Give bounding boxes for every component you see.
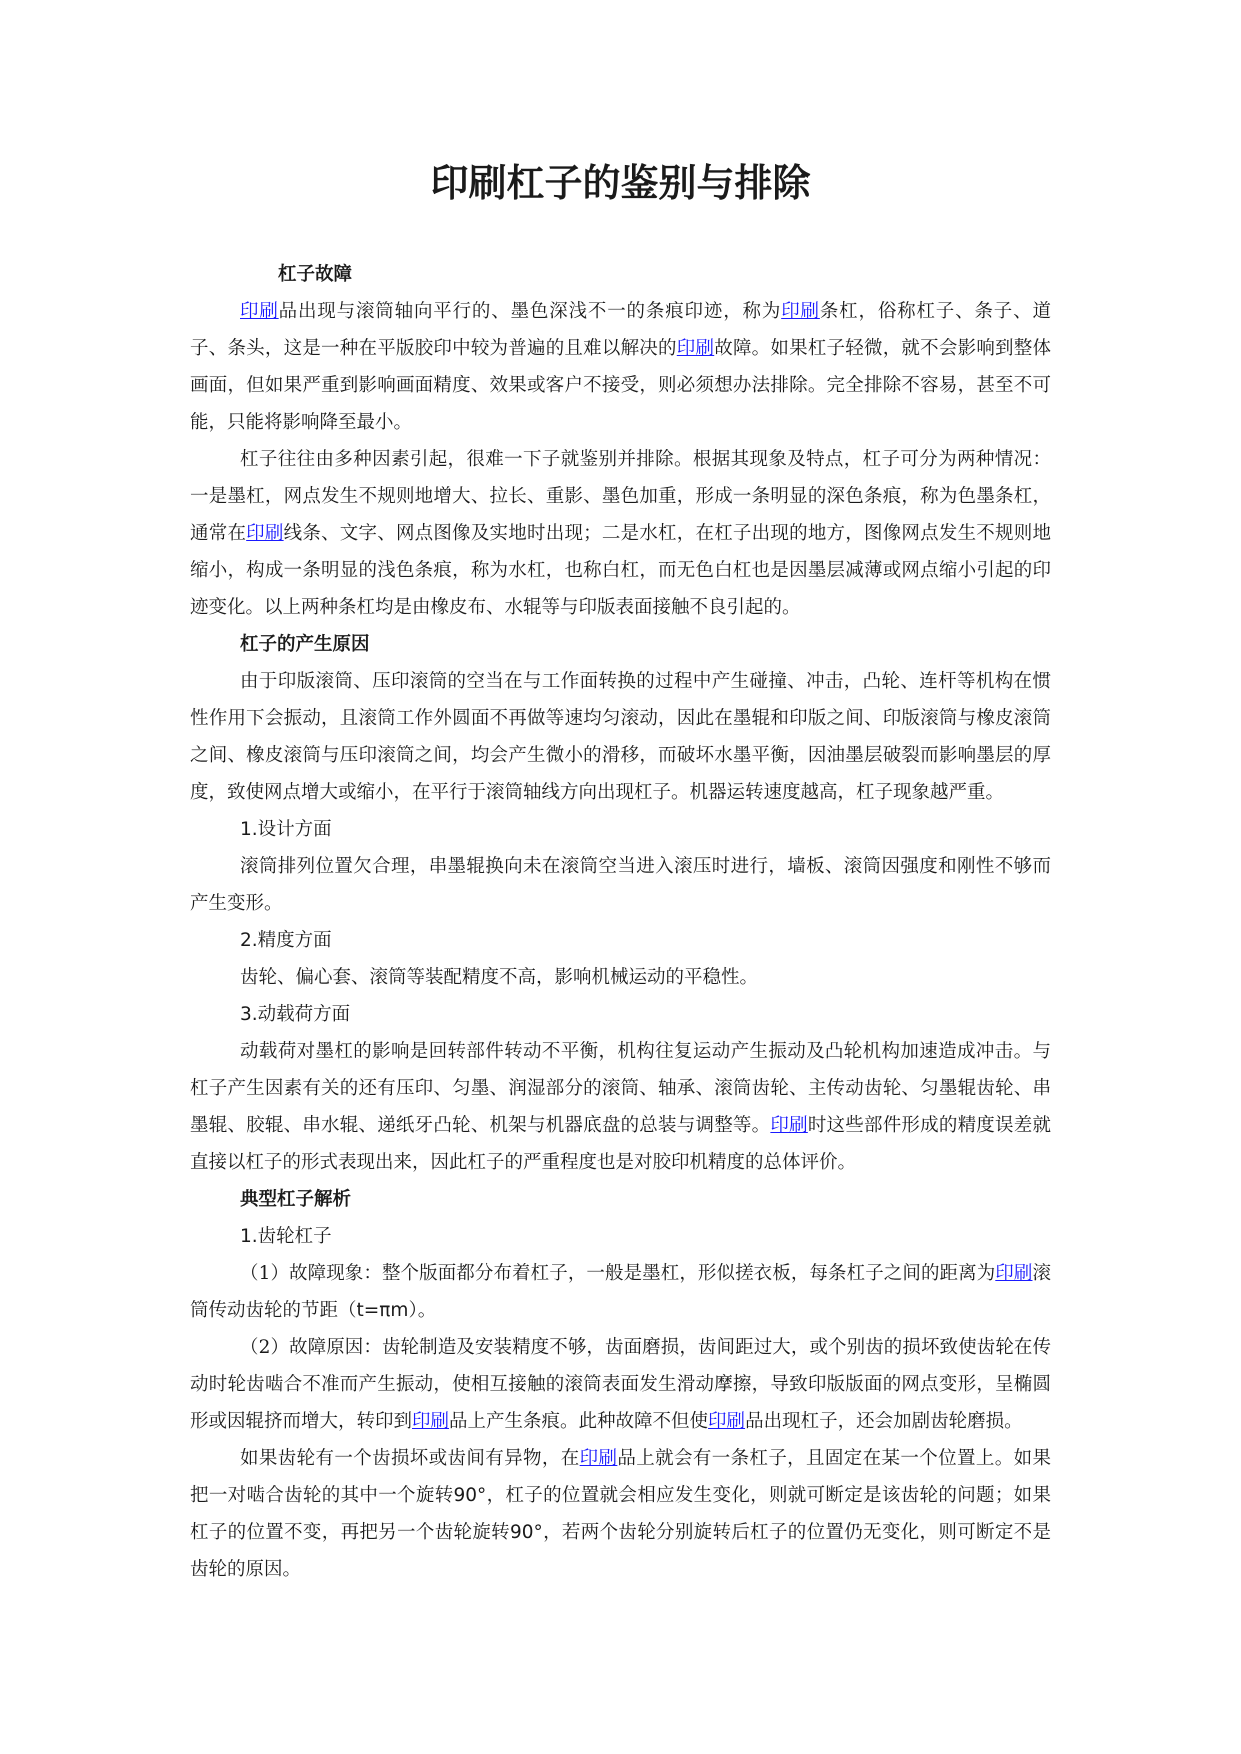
paragraph-text: ，若两个齿轮分别旋转后杠子的位置仍无变化，则可断定不是齿轮的原因。 [190, 1522, 1051, 1580]
subheading-number: 3. [240, 1004, 258, 1025]
formula: t=πm [356, 1300, 409, 1321]
hyperlink[interactable]: 印刷 [240, 301, 279, 322]
paragraph-text: 品上产生条痕。此种故障不但使 [449, 1411, 709, 1432]
paragraph-text: 品出现杠子，还会加剧齿轮磨损。 [745, 1411, 1023, 1432]
section-heading: 典型杠子解析 [240, 1189, 352, 1210]
angle-value: 90° [453, 1485, 487, 1506]
hyperlink[interactable]: 印刷 [412, 1411, 450, 1432]
paragraph-text: 动载荷对墨杠的影响是回转部件转动不平衡，机构往复运动产生振动及凸轮机构加速造成冲击。与杠子产生因素有关的还有压印、匀墨、润湿部分的滚筒、轴承、滚筒齿轮、主传动齿轮、匀墨辊齿轮、串墨辊、胶辊、串水辊、递纸牙凸轮、机架与机器底盘的总装与调整等。 [190, 1041, 1051, 1136]
paragraph: 齿轮、偏心套、滚筒等装配精度不高，影响机械运动的平稳性。 [240, 967, 759, 988]
paragraph-text: 时这些部件形成的精度误差就直接以杠子的形式表现出来，因此杠子的严重程度也是对胶印机精度的总体评价。 [190, 1115, 1051, 1173]
hyperlink[interactable]: 印刷 [676, 338, 715, 359]
paragraph-text: ，杠子的位置就会相应发生变化，则就可断定是该齿轮的问题；如果杠子的位置不变，再把另一个齿轮旋转 [190, 1485, 1051, 1543]
paragraph-text: 故障。如果杠子轻微，就不会影响到整体画面，但如果严重到影响画面精度、效果或客户不接受，则必须想办法排除。完全排除不容易，甚至不可能，只能将影响降至最小。 [190, 338, 1051, 433]
paragraph: 由于印版滚筒、压印滚筒的空当在与工作面转换的过程中产生碰撞、冲击，凸轮、连杆等机构在惯性作用下会振动，且滚筒工作外圆面不再做等速均匀滚动，因此在墨辊和印版之间、印版滚筒与橡皮滚筒之间、橡皮滚筒与压印滚筒之间，均会产生微小的滑移，而破坏水墨平衡，因油墨层破裂而影响墨层的厚度，致使网点增大或缩小，在平行于滚筒轴线方向出现杠子。机器运转速度越高，杠子现象越严重。 [190, 671, 1051, 803]
paragraph [190, 1440, 1051, 1588]
section-heading: 杠子故障 [278, 264, 353, 285]
hyperlink[interactable]: 印刷 [995, 1263, 1033, 1284]
hyperlink[interactable]: 印刷 [770, 1115, 808, 1136]
subheading-number: 1. [240, 1226, 258, 1247]
subheading-label: 动载荷方面 [257, 1004, 351, 1025]
paragraph-text: 条杠，俗称杠子、条子、道子、条头，这是一种在平版胶印中较为普遍的且难以解决的 [190, 301, 1051, 359]
paragraph [190, 1033, 1051, 1181]
hyperlink[interactable]: 印刷 [781, 301, 820, 322]
paragraph-text: （2）故障原因：齿轮制造及安装精度不够，齿面磨损，齿间距过大，或个别齿的损坏致使齿轮在传动时轮齿啮合不准而产生振动，使相互接触的滚筒表面发生滑动摩擦，导致印版版面的网点变形，呈椭圆形或因辊挤而增大，转印到 [190, 1337, 1051, 1432]
paragraph [190, 1329, 1051, 1440]
subheading-number: 2. [240, 930, 258, 951]
subheading-label: 设计方面 [257, 819, 332, 840]
subheading [190, 1218, 1051, 1255]
subheading [190, 922, 1051, 959]
subheading [190, 811, 1051, 848]
angle-value: 90° [509, 1522, 543, 1543]
paragraph [190, 441, 1051, 626]
section-heading: 杠子的产生原因 [240, 634, 370, 655]
paragraph-text: 杠子往往由多种因素引起，很难一下子就鉴别并排除。根据其现象及特点，杠子可分为两种情况：一是墨杠，网点发生不规则地增大、拉长、重影、墨色加重，形成一条明显的深色条痕，称为色墨条杠，通常在 [190, 449, 1051, 544]
page-title: 印刷杠子的鉴别与排除 [430, 161, 811, 205]
paragraph-text: 品上就会有一条杠子，且固定在某一个位置上。如果把一对啮合齿轮的其中一个旋转 [190, 1448, 1051, 1506]
paragraph-text: 如果齿轮有一个齿损坏或齿间有异物，在 [240, 1448, 580, 1469]
paragraph-text: 滚筒传动齿轮的节距（ [190, 1263, 1051, 1321]
hyperlink[interactable]: 印刷 [579, 1448, 618, 1469]
subheading [190, 996, 1051, 1033]
subheading-label: 精度方面 [257, 930, 332, 951]
paragraph [190, 293, 1051, 441]
paragraph: 滚筒排列位置欠合理，串墨辊换向未在滚筒空当进入滚压时进行，墙板、滚筒因强度和刚性不够而产生变形。 [190, 856, 1051, 914]
subheading-number: 1. [240, 819, 258, 840]
hyperlink[interactable]: 印刷 [708, 1411, 746, 1432]
paragraph [190, 1255, 1051, 1329]
hyperlink[interactable]: 印刷 [246, 523, 284, 544]
paragraph-text: 品出现与滚筒轴向平行的、墨色深浅不一的条痕印迹，称为 [278, 301, 782, 322]
document-body [190, 256, 1051, 1588]
subheading-label: 齿轮杠子 [257, 1226, 332, 1247]
paragraph-text: 线条、文字、网点图像及实地时出现；二是水杠，在杠子出现的地方，图像网点发生不规则地缩小，构成一条明显的浅色条痕，称为水杠，也称白杠，而无色白杠也是因墨层减薄或网点缩小引起的印迹变化。以上两种条杠均是由橡皮布、水辊等与印版表面接触不良引起的。 [190, 523, 1051, 618]
paragraph-text: ）。 [408, 1300, 437, 1321]
paragraph-text: （1）故障现象：整个版面都分布着杠子，一般是墨杠，形似搓衣板，每条杠子之间的距离为 [240, 1263, 996, 1284]
